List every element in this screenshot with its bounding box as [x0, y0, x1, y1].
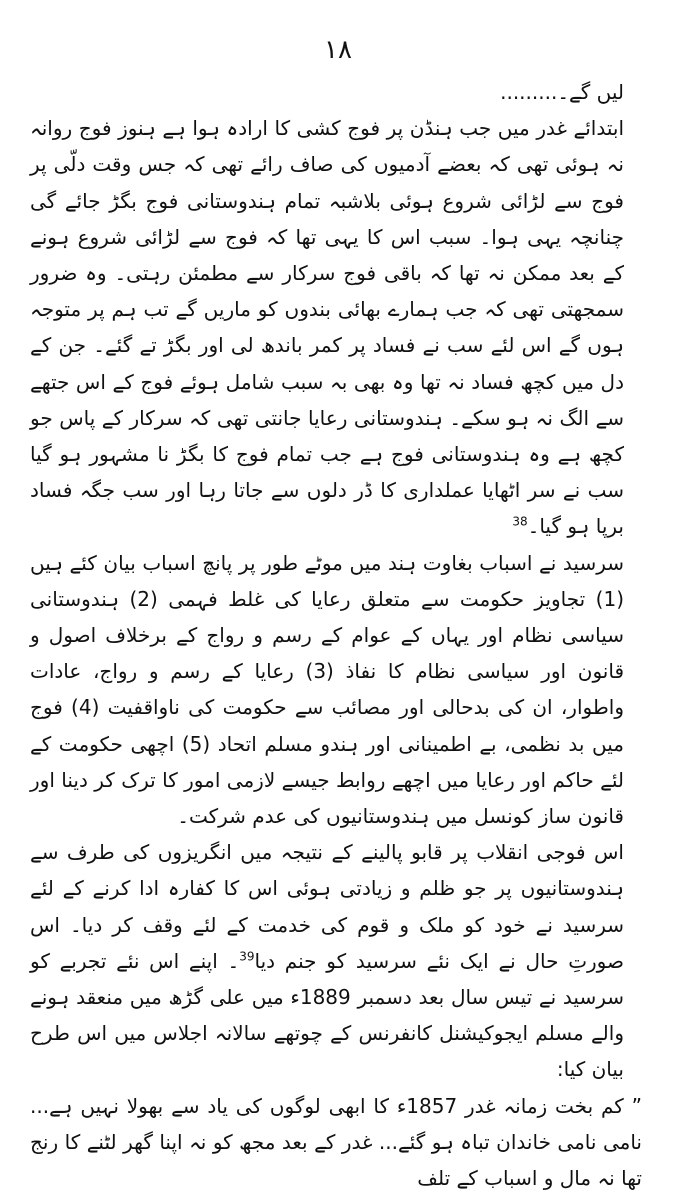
page-body [30, 74, 646, 1196]
paragraph-continuation [30, 74, 646, 110]
paragraph-text: سرسید نے اسباب بغاوت ہند میں موٹے طور پر پانچ اسباب بیان کئے ہیں (1) تجاویز حکومت سے متعلق رعایا کی غلط فہمی (2) ہندوستانی سیاسی نظام اور یہاں کے عوام کے رسم و رواج کے برخلاف اصول و قانون اور سیاسی نظام کا نفاذ (3) رعایا کے رسم و رواج، عادات واطوار، ان کی بدحالی اور مصائب سے حکومت کی ناواقفیت (4) فوج میں بد نظمی، بے اطمینانی اور ہندو مسلم اتحاد (5) اچھی حکومت کے لئے حاکم اور رعایا میں اچھے روابط جیسے لازمی امور کا ترک کر دینا اور قانون ساز کونسل میں ہندوستانیوں کی عدم شرکت۔ [30, 550, 625, 829]
footnote-marker: 39 [239, 949, 255, 964]
paragraph-text: ” کم بخت زمانہ غدر 1857ء کا ابھی لوگوں کی یاد سے بھولا نہیں ہے... نامی نامی خاندان تباہ ہو گئے... غدر کے بعد مجھ کو نہ اپنا گھر لٹنے کا رنج تھا نہ مال و اسباب کے تلف [30, 1093, 643, 1191]
paragraph-causes [30, 545, 646, 835]
paragraph-aftermath [30, 834, 646, 1087]
paragraph-text: اس فوجی انقلاب پر قابو پالینے کے نتیجہ میں انگریزوں کی طرف سے ہندوستانیوں پر جو ظلم و زیادتی ہوئی اس کا کفارہ ادا کرنے کے لئے سرسید نے خود کو ملک و قوم کی خدمت کے لئے وقف کر دیا۔ اس صورتِ حال نے ایک نئے سرسید کو جنم دیا [30, 840, 624, 973]
paragraph-text: لیں گے۔......... [500, 80, 624, 104]
paragraph-quote-uprising [30, 110, 646, 544]
footnote-marker: 38 [512, 514, 528, 529]
paragraph-text-tail: ۔ اپنے اس نئے تجربے کو سرسید نے تیس سال بعد دسمبر 1889ء میں علی گڑھ میں منعقد ہونے والے مسلم ایجوکیشنل کانفرنس کے چوتھے سالانہ اجلاس میں اس طرح بیان کیا: [30, 948, 624, 1082]
paragraph-speech-quote [30, 1088, 646, 1196]
paragraph-text: ابتدائے غدر میں جب ہنڈن پر فوج کشی کا ارادہ ہوا ہے ہنوز فوج روانہ نہ ہوئی تھی کہ بعضے آدمیوں کی صاف رائے تھی کہ جس وقت دلّی پر فوج سے لڑائی شروع ہوئی بلاشبہ تمام ہندوستانی فوج بگڑ جائے گی چنانچہ یہی ہوا۔ سبب اس کا یہی تھا کہ فوج سے لڑائی شروع ہونے کے بعد ممکن نہ تھا کہ باقی فوج سرکار سے مطمئن رہتی۔ وہ ضرور سمجھتی تھی کہ جب ہمارے بھائی بندوں کو ماریں گے تب ہم پر متوجہ ہوں گے اس لئے سب نے فساد پر کمر باندھ لی اور بگڑ تے گئے۔ جن کے دل میں کچھ فساد نہ تھا وہ بھی بہ سبب شامل ہوئے فوج کے اس جتھے سے الگ نہ ہو سکے۔ ہندوستانی رعایا جانتی تھی کہ سرکار کے پاس جو کچھ ہے وہ ہندوستانی فوج ہے جب تمام فوج کا بگڑ نا مشہور ہو گیا سب نے سر اٹھایا عملداری کا ڈر دلوں سے جاتا رہا اور سب جگہ فساد برپا ہو گیا۔ [30, 116, 624, 539]
page-number: ۱۸ [324, 35, 352, 65]
